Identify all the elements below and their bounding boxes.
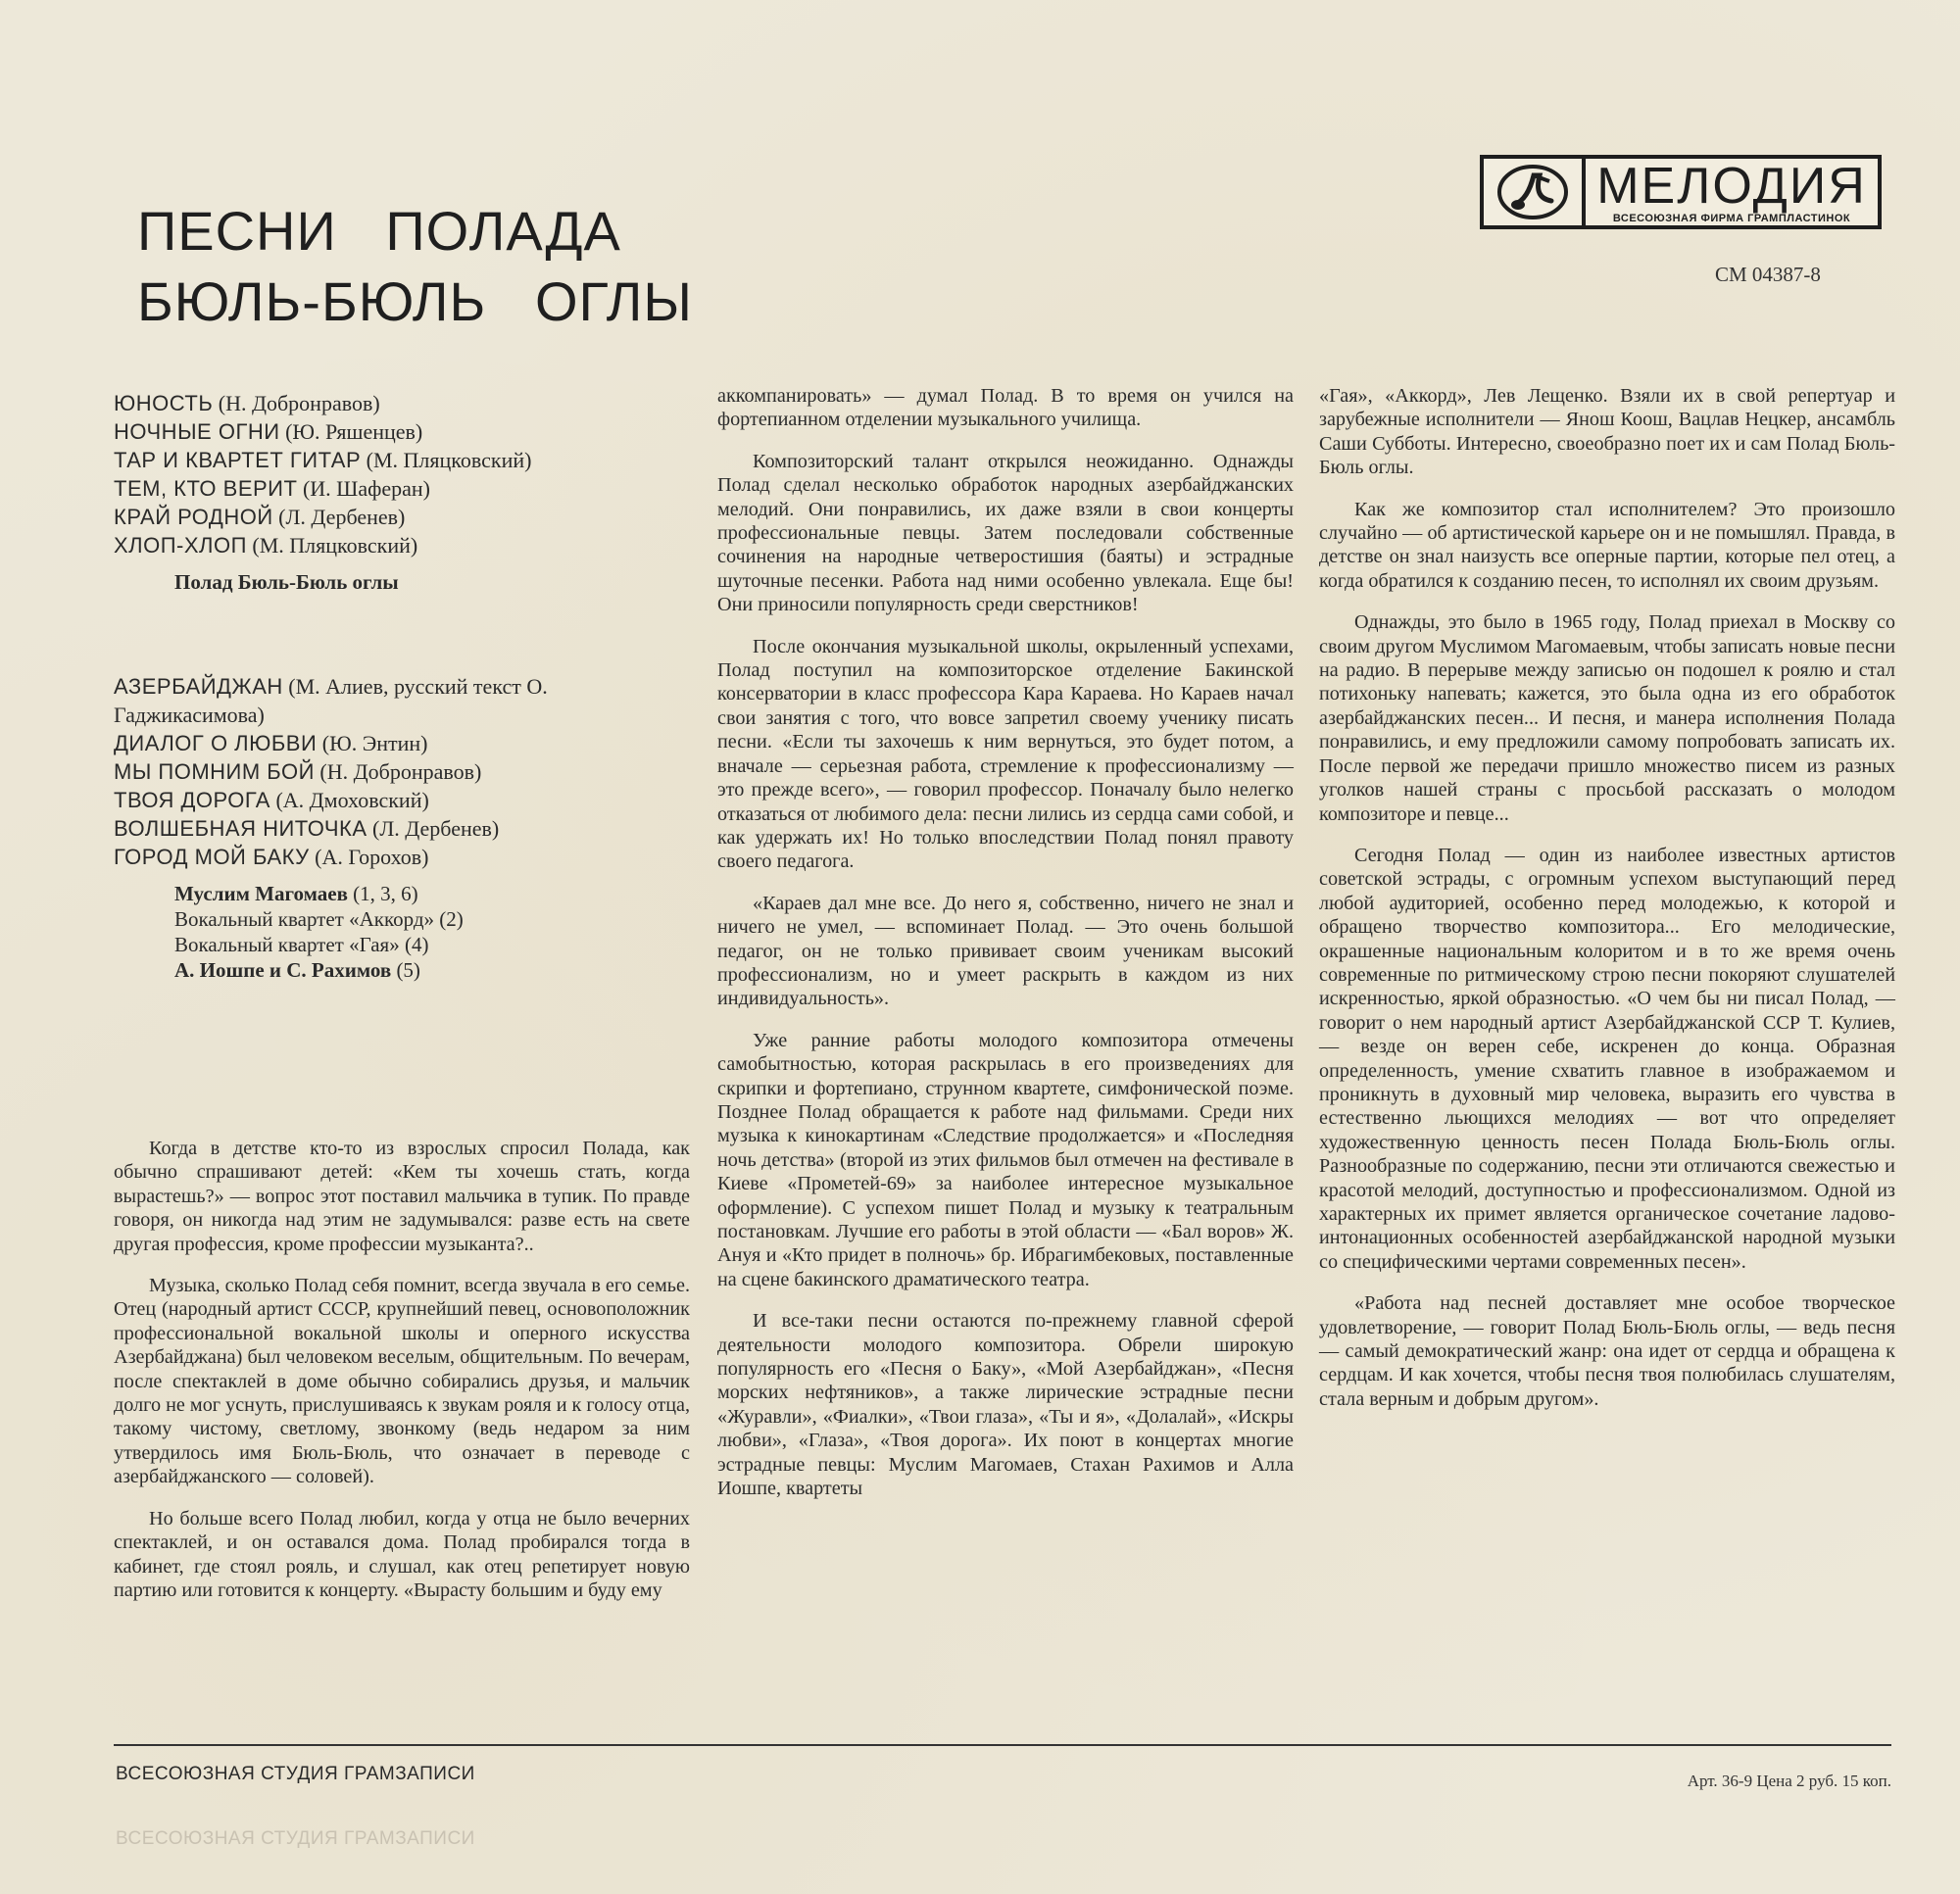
article-paragraph: Сегодня Полад — один из наиболее известных артистов советской эстрады, с огромным успехом выступающий перед любой аудиторией, особенно перед молодежью, к которой и обращено творчество композитора... Его мелодические, окрашенные национальным колоритом и в то же время очень современные по ритмическому строю песни покоряют слушателей искренностью, яркой образностью. «О чем бы ни писал Полад, — говорит о нем народный артист Азербайджанской ССР Т. Кулиев, — везде он верен себе, искренен до конца. Образная определенность, умение схватить главное в изображаемом и проникнуть в духовный мир человека, выразить его чувства в естественно льющихся мелодиях — вот что определяет художественную ценность песен Полада Бюль-Бюль оглы. Разнообразные по содержанию, песни эти отличаются свежестью и красотой мелодий, доступностью и профессионализмом. Одной из характерных их примет является органическое сочетание ладово-интонационных особенностей азербайджанской народной музыки со специфическими чертами современных песен». <box>1319 844 1895 1273</box>
article-paragraph: Уже ранние работы молодого композитора отмечены самобытностью, которая раскрылась в его произведениях для скрипки и фортепиано, струнном квартете, симфонической поэме. Позднее Полад обращается к работе над фильмами. Среди них музыка к кинокартинам «Следствие продолжается» и «Последняя ночь детства» (второй из этих фильмов был отмечен на фестивале в Киеве «Прометей-69» за наиболее интересное музыкальное оформление). С успехом пишет Полад и музыку к театральным постановкам. Лучшие его работы в этой области — «Бал воров» Ж. Ануя и «Кто придет в полночь» бр. Ибрагимбековых, поставленные на сцене бакинского драматического театра. <box>717 1029 1294 1290</box>
side2-performers <box>174 881 692 983</box>
side1-performer: Полад Бюль-Бюль оглы <box>174 570 399 594</box>
side2-tracklist <box>114 672 692 983</box>
track-item: АЗЕРБАЙДЖАН (М. Алиев, русский текст О. Гаджикасимова) <box>114 674 548 727</box>
article-column-2 <box>717 384 1294 1518</box>
track-item: ХЛОП-ХЛОП (М. Пляцковский) <box>114 533 418 558</box>
melodiya-note-icon <box>1484 159 1586 225</box>
article-column-1 <box>114 1137 690 1620</box>
catalog-number: СМ 04387-8 <box>1715 263 1821 286</box>
price-label: Арт. 36-9 Цена 2 руб. 15 коп. <box>1687 1772 1891 1790</box>
studio-name: ВСЕСОЮЗНАЯ СТУДИЯ ГРАМЗАПИСИ <box>116 1764 475 1784</box>
footer-divider <box>114 1744 1891 1746</box>
article-paragraph: «Работа над песней доставляет мне особое творческое удовлетворение, — говорит Полад Бюль-Бюль оглы, — ведь песня — самый демократический жанр: она идет от сердца и обращена к сердцам. И как хочется, чтобы песня твоя полюбилась слушателям, стала верным и добрым другом». <box>1319 1292 1895 1410</box>
melodiya-logo <box>1480 155 1882 229</box>
logo-text <box>1586 159 1878 225</box>
track-item: ТАР И КВАРТЕТ ГИТАР (М. Пляцковский) <box>114 448 532 472</box>
side1-tracklist <box>114 389 692 595</box>
track-item: ТЕМ, КТО ВЕРИТ (И. Шаферан) <box>114 476 430 501</box>
article-paragraph: И все-таки песни остаются по-прежнему главной сферой деятельности молодого композитора. Обрели широкую популярность его «Песня о Баку», «Мой Азербайджан», «Песня морских нефтяников», а также лирические эстрадные песни «Журавли», «Фиалки», «Твои глаза», «Ты и я», «Долалай», «Искры любви», «Глаза», «Твоя дорога». Их поют в концертах многие эстрадные певцы: Муслим Магомаев, Стахан Рахимов и Алла Иошпе, квартеты <box>717 1310 1294 1500</box>
track-item: КРАЙ РОДНОЙ (Л. Дербенев) <box>114 505 406 529</box>
article-paragraph: Композиторский талант открылся неожиданно. Однажды Полад сделал несколько обработок народных азербайджанских мелодий. Они понравились, их даже взяли в свои концерты профессиональные певцы. Затем последовали собственные сочинения на народные четверостишия (баяты) и эстрадные шуточные песенки. Работа над ними особенно увлекала. Еще бы! Они приносили популярность среди сверстников! <box>717 450 1294 616</box>
article-paragraph: «Гая», «Аккорд», Лев Лещенко. Взяли их в свой репертуар и зарубежные исполнители — Янош Коош, Вацлав Нецкер, ансамбль Саши Субботы. Интересно, своеобразно поет их и сам Полад Бюль-Бюль оглы. <box>1319 385 1895 479</box>
track-item: МЫ ПОМНИМ БОЙ (Н. Добронравов) <box>114 759 482 784</box>
article-paragraph: Однажды, это было в 1965 году, Полад приехал в Москву со своим другом Муслимом Магомаевым, чтобы записать новые песни на радио. В перерыве между записью он подошел к роялю и стал потихоньку напевать; кажется, это была одна из его обработок азербайджанских песен... И песня, и манера исполнения Полада понравились, и ему предложили самому попробовать записать их. После первой же передачи пришло множество писем из разных уголков нашей страны с просьбой рассказать о молодом композиторе и певце... <box>1319 611 1895 825</box>
album-title <box>137 196 693 337</box>
logo-name: МЕЛОДИЯ <box>1596 157 1867 215</box>
track-item: ЮНОСТЬ (Н. Добронравов) <box>114 391 380 415</box>
track-item: ТВОЯ ДОРОГА (А. Дмоховский) <box>114 788 429 812</box>
performer-item: А. Иошпе и С. Рахимов (5) <box>174 958 420 982</box>
track-item: ГОРОД МОЙ БАКУ (А. Горохов) <box>114 845 429 869</box>
performer-item: Вокальный квартет «Гая» (4) <box>174 933 429 956</box>
logo-subtitle: ВСЕСОЮЗНАЯ ФИРМА ГРАМПЛАСТИНОК <box>1612 212 1851 224</box>
track-item: ВОЛШЕБНАЯ НИТОЧКА (Л. Дербенев) <box>114 816 500 841</box>
performer-item: Вокальный квартет «Аккорд» (2) <box>174 907 464 931</box>
article-paragraph: Когда в детстве кто-то из взрослых спросил Полада, как обычно спрашивают детей: «Кем ты хочешь стать, когда вырастешь?» — вопрос этот поставил мальчика в тупик. По правде говоря, он никогда над этим не задумывался: разве есть на свете другая профессия, кроме профессии музыканта?.. <box>114 1138 690 1255</box>
track-item: НОЧНЫЕ ОГНИ (Ю. Ряшенцев) <box>114 419 423 444</box>
studio-name-imprint: ВСЕСОЮЗНАЯ СТУДИЯ ГРАМЗАПИСИ <box>116 1828 475 1849</box>
album-title-line-2: БЮЛЬ-БЮЛЬ ОГЛЫ <box>137 270 694 332</box>
article-paragraph: После окончания музыкальной школы, окрыленный успехами, Полад поступил на композиторское отделение Бакинской консерватории в класс профессора Кара Караева. Но Караев начал свои занятия с того, что вовсе запретил своему ученику писать песни. «Если ты захочешь к ним вернуться, это будет потом, а вначале — серьезная работа, стремление к профессионализму — это прежде всего», — говорил профессор. Поначалу было нелегко отказаться от любимого дела: песни лились из сердца сами собой, и как удержать их! Но только впоследствии Полад понял правоту своего педагога. <box>717 635 1294 873</box>
album-title-line-1: ПЕСНИ ПОЛАДА <box>137 200 621 262</box>
article-paragraph: Как же композитор стал исполнителем? Это произошло случайно — об артистической карьере он и не помышлял. Правда, в детстве он знал наизусть все оперные партии, которые пел отец, а когда обратился к созданию песен, то исполнял их своим друзьям. <box>1319 498 1895 592</box>
article-paragraph: Музыка, сколько Полад себя помнит, всегда звучала в его семье. Отец (народный артист СССР, крупнейший певец, основоположник профессиональной вокальной школы и оперного искусства Азербайджана) был человеком веселым, общительным. По вечерам, после спектаклей в доме обычно собирались друзья, и мальчик долго не мог уснуть, прислушиваясь к звукам рояля и к голосу отца, такому чистому, светлому, звонкому (ведь недаром за ним утвердилось имя Бюль-Бюль, что означает в переводе с азербайджанского — соловей). <box>114 1275 690 1488</box>
article-paragraph: «Караев дал мне все. До него я, собственно, ничего не знал и ничего не умел, — вспоминает Полад. — Это очень большой педагог, он не только прививает своим ученикам высокий профессионализм, но и умеет раскрыть в каждом из них индивидуальность». <box>717 892 1294 1010</box>
track-item: ДИАЛОГ О ЛЮБВИ (Ю. Энтин) <box>114 731 428 755</box>
performer-item: Муслим Магомаев (1, 3, 6) <box>174 882 418 905</box>
article-paragraph: аккомпанировать» — думал Полад. В то время он учился на фортепианном отделении музыкального училища. <box>717 385 1294 431</box>
article-paragraph: Но больше всего Полад любил, когда у отца не было вечерних спектаклей, и он оставался дома. Полад пробирался тогда в кабинет, где стоял рояль, и слушал, как отец репетирует новую партию или готовится к концерту. «Вырасту большим и буду ему <box>114 1507 690 1601</box>
article-column-3 <box>1319 384 1895 1429</box>
